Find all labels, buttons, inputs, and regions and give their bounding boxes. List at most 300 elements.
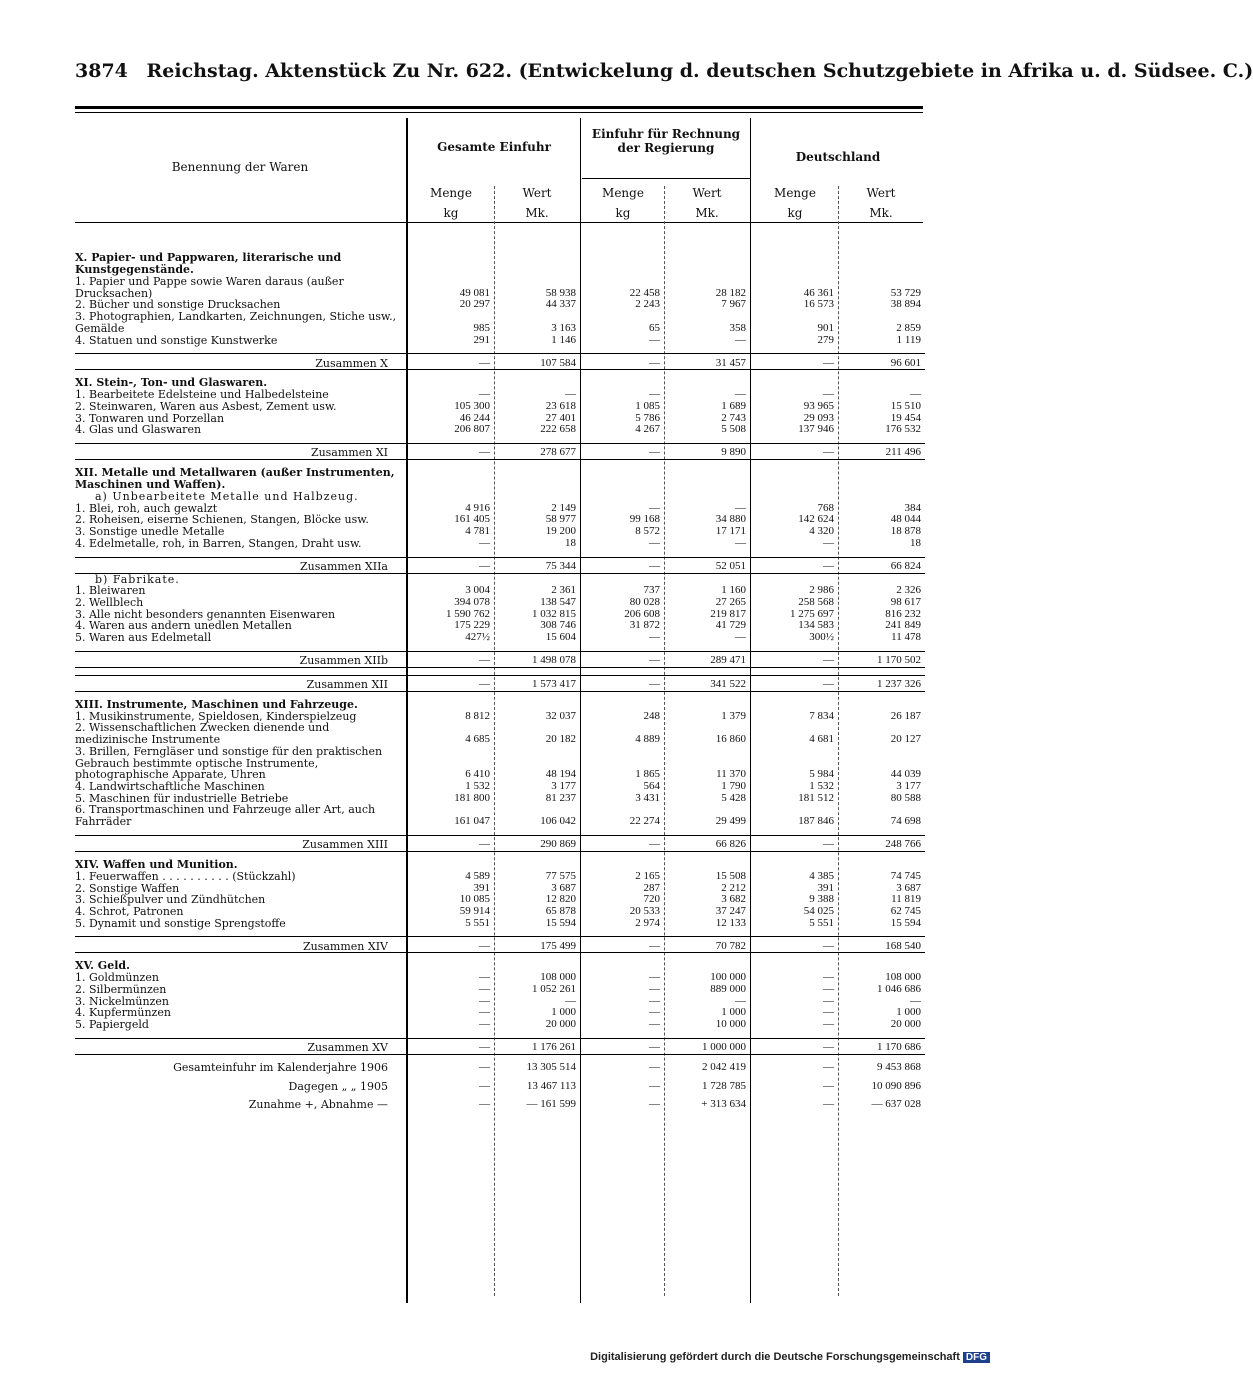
cell-value: — bbox=[479, 1079, 490, 1092]
spacer-row bbox=[75, 929, 925, 937]
cell-value: 3 004 bbox=[465, 584, 490, 597]
cell-value bbox=[406, 491, 494, 503]
table-row bbox=[75, 746, 925, 781]
row-label: 5. Maschinen für industrielle Betriebe bbox=[75, 791, 289, 805]
cell-value: 1 146 bbox=[551, 333, 576, 346]
cell-value: 206 608 bbox=[624, 607, 660, 620]
row-label: 4. Landwirtschaftliche Maschinen bbox=[75, 779, 265, 793]
dfg-logo: DFG bbox=[963, 1352, 990, 1363]
table-row bbox=[75, 401, 925, 413]
cell-value bbox=[580, 491, 664, 503]
cell-value: 52 051 bbox=[664, 557, 750, 573]
spacer-row bbox=[75, 667, 925, 675]
table-row bbox=[75, 335, 925, 347]
cell-value bbox=[664, 252, 750, 276]
cell-value: 44 337 bbox=[545, 298, 576, 311]
cell-value: 108 000 bbox=[885, 971, 921, 984]
cell-value: — bbox=[823, 1018, 834, 1031]
cell-value: 65 bbox=[649, 321, 660, 334]
cell-value: 93 965 bbox=[803, 399, 834, 412]
cell-value: — bbox=[735, 536, 746, 549]
row-label: Zusammen XIIb bbox=[75, 651, 406, 667]
cell-value: 2 859 bbox=[896, 321, 921, 334]
col-wert-3: Wert bbox=[866, 186, 896, 200]
cell-value bbox=[664, 699, 750, 711]
cell-value: — bbox=[649, 1098, 660, 1111]
cell-value: 1 052 261 bbox=[532, 983, 576, 996]
col-group-regierung: Einfuhr für Rechnung der Regierung bbox=[591, 127, 741, 155]
cell-value: 20 000 bbox=[545, 1018, 576, 1031]
row-label: XV. Geld. bbox=[75, 959, 130, 973]
cell-value bbox=[406, 859, 494, 871]
cell-value: + 313 634 bbox=[701, 1098, 746, 1111]
cell-value: — bbox=[649, 536, 660, 549]
cell-value: 105 300 bbox=[454, 399, 490, 412]
footer-text: Digitalisierung gefördert durch die Deutsche Forschungsgemeinschaft bbox=[590, 1351, 960, 1363]
cell-value: 5 786 bbox=[635, 411, 660, 424]
cell-value: 206 807 bbox=[454, 423, 490, 436]
row-label: 1. Bleiwaren bbox=[75, 584, 146, 598]
cell-value: — bbox=[406, 557, 494, 573]
cell-value: 4 781 bbox=[465, 525, 490, 538]
cell-value: 1 170 502 bbox=[838, 651, 925, 667]
row-label: 2. Bücher und sonstige Drucksachen bbox=[75, 298, 281, 312]
cell-value: 7 834 bbox=[809, 709, 834, 722]
row-label: 1. Goldmünzen bbox=[75, 971, 159, 985]
cell-value: 1 170 686 bbox=[838, 1038, 925, 1054]
cell-value: 1 790 bbox=[721, 779, 746, 792]
row-label: 2. Wellblech bbox=[75, 595, 144, 609]
cell-value: — bbox=[649, 1006, 660, 1019]
col-wert-2: Wert bbox=[692, 186, 722, 200]
cell-value bbox=[494, 252, 580, 276]
cell-value: 66 824 bbox=[838, 557, 925, 573]
cell-value: 7 967 bbox=[721, 298, 746, 311]
cell-value: 358 bbox=[729, 321, 746, 334]
cell-value: 3 177 bbox=[896, 779, 921, 792]
cell-value bbox=[494, 467, 580, 491]
grand-total-row bbox=[75, 1099, 925, 1111]
cell-value: — bbox=[750, 937, 838, 953]
subtotal-row bbox=[75, 557, 925, 573]
cell-value: 300½ bbox=[809, 631, 834, 644]
row-label: 2. Silbermünzen bbox=[75, 983, 167, 997]
cell-value: — bbox=[580, 651, 664, 667]
col-menge-1: Menge bbox=[430, 186, 472, 200]
row-label: X. Papier- und Pappwaren, literarische und Kunstgegenstände. bbox=[75, 251, 342, 276]
cell-value: — bbox=[580, 354, 664, 370]
table-row bbox=[75, 1007, 925, 1019]
cell-value: 81 237 bbox=[545, 791, 576, 804]
cell-value: 99 168 bbox=[629, 513, 660, 526]
subtotal-row bbox=[75, 651, 925, 667]
cell-value: 737 bbox=[643, 584, 660, 597]
row-label: 1. Feuerwaffen . . . . . . . . . . (Stückzahl) bbox=[75, 869, 296, 883]
cell-value: 391 bbox=[473, 881, 490, 894]
cell-value: 985 bbox=[473, 321, 490, 334]
row-label: 5. Waren aus Edelmetall bbox=[75, 631, 212, 645]
cell-value bbox=[750, 467, 838, 491]
cell-value: 48 044 bbox=[890, 513, 921, 526]
cell-value: 11 478 bbox=[891, 631, 921, 644]
cell-value: — bbox=[565, 388, 576, 401]
cell-value: — bbox=[580, 557, 664, 573]
row-label: 4. Kupfermünzen bbox=[75, 1006, 171, 1020]
cell-value: 46 244 bbox=[459, 411, 490, 424]
cell-value: 1 728 785 bbox=[702, 1079, 746, 1092]
cell-value: 289 471 bbox=[664, 651, 750, 667]
spacer-row bbox=[75, 346, 925, 354]
cell-value: 107 584 bbox=[494, 354, 580, 370]
cell-value: 308 746 bbox=[540, 619, 576, 632]
cell-value: 31 457 bbox=[664, 354, 750, 370]
subtotal-row bbox=[75, 1038, 925, 1054]
cell-value: 58 938 bbox=[545, 286, 576, 299]
cell-value: 4 589 bbox=[465, 869, 490, 882]
cell-value: 46 361 bbox=[803, 286, 834, 299]
cell-value: 176 532 bbox=[885, 423, 921, 436]
cell-value bbox=[406, 252, 494, 276]
cell-value: 3 177 bbox=[551, 779, 576, 792]
cell-value: — bbox=[823, 994, 834, 1007]
cell-value: 16 860 bbox=[715, 733, 746, 746]
cell-value: 1 119 bbox=[896, 333, 921, 346]
subtotal-row bbox=[75, 675, 925, 691]
row-label: 3. Brillen, Ferngläser und sonstige für den praktischen Gebrauch bestimmte optische Instrumente, photographische Apparate, Uhren bbox=[75, 744, 383, 782]
row-label: XII. Metalle und Metallwaren (außer Instrumenten, Maschinen und Waffen). bbox=[75, 466, 395, 492]
cell-value: 15 594 bbox=[545, 916, 576, 929]
cell-value: 66 826 bbox=[664, 835, 750, 851]
row-label: Zusammen XIIa bbox=[75, 557, 406, 573]
cell-value: 278 677 bbox=[494, 444, 580, 460]
row-label: 3. Alle nicht besonders genannten Eisenwaren bbox=[75, 607, 336, 621]
table-row bbox=[75, 906, 925, 918]
row-label: 2. Wissenschaftlichen Zwecken dienende und medizinische Instrumente bbox=[75, 721, 330, 747]
cell-value bbox=[750, 699, 838, 711]
spacer-row bbox=[75, 828, 925, 836]
cell-value: 2 165 bbox=[635, 869, 660, 882]
cell-value: — bbox=[649, 333, 660, 346]
section-heading-row bbox=[75, 467, 925, 491]
spacer-row bbox=[75, 1074, 925, 1081]
row-label: 5. Papiergeld bbox=[75, 1018, 149, 1032]
cell-value: 5 551 bbox=[809, 916, 834, 929]
cell-value: 137 946 bbox=[798, 423, 834, 436]
cell-value: 384 bbox=[904, 501, 921, 514]
section-heading-row bbox=[75, 859, 925, 871]
cell-value: 1 498 078 bbox=[494, 651, 580, 667]
cell-value: — bbox=[649, 388, 660, 401]
cell-value: 4 889 bbox=[635, 733, 660, 746]
cell-value: 1 000 000 bbox=[664, 1038, 750, 1054]
cell-value: 391 bbox=[817, 881, 834, 894]
cell-value: — bbox=[406, 651, 494, 667]
row-label: XIV. Waffen und Munition. bbox=[75, 857, 238, 871]
cell-value bbox=[750, 491, 838, 503]
cell-value: 248 bbox=[643, 709, 660, 722]
cell-value: 22 458 bbox=[629, 286, 660, 299]
cell-value: 3 163 bbox=[551, 321, 576, 334]
cell-value: — bbox=[406, 444, 494, 460]
cell-value: 564 bbox=[643, 779, 660, 792]
row-label: 1. Papier und Pappe sowie Waren daraus (außer Drucksachen) bbox=[75, 275, 344, 300]
cell-value: 134 583 bbox=[798, 619, 834, 632]
cell-value: 1 176 261 bbox=[494, 1038, 580, 1054]
cell-value: 211 496 bbox=[838, 444, 925, 460]
table-row bbox=[75, 276, 925, 299]
cell-value bbox=[406, 467, 494, 491]
spacer-row bbox=[75, 953, 925, 961]
cell-value: 11 819 bbox=[891, 893, 921, 906]
cell-value: — bbox=[823, 1098, 834, 1111]
row-label: 1. Bearbeitete Edelsteine und Halbedelsteine bbox=[75, 388, 329, 402]
cell-value: 720 bbox=[643, 893, 660, 906]
cell-value: 8 812 bbox=[465, 709, 490, 722]
cell-value: 168 540 bbox=[838, 937, 925, 953]
cell-value: 100 000 bbox=[710, 971, 746, 984]
cell-value: 4 916 bbox=[465, 501, 490, 514]
cell-value: — bbox=[735, 333, 746, 346]
cell-value: — bbox=[479, 1060, 490, 1073]
table-row bbox=[75, 1019, 925, 1031]
cell-value: 1 532 bbox=[465, 779, 490, 792]
cell-value: 62 745 bbox=[890, 904, 921, 917]
cell-value: 222 658 bbox=[540, 423, 576, 436]
cell-value: 15 510 bbox=[890, 399, 921, 412]
cell-value: 11 370 bbox=[716, 768, 746, 781]
cell-value: 54 025 bbox=[803, 904, 834, 917]
cell-value: 12 133 bbox=[715, 916, 746, 929]
column-header-rule bbox=[75, 222, 923, 223]
row-label: Zusammen XV bbox=[75, 1038, 406, 1054]
row-label: 6. Transportmaschinen und Fahrzeuge aller Art, auch Fahrräder bbox=[75, 803, 376, 829]
cell-value: 28 182 bbox=[715, 286, 746, 299]
unit-mk-2: Mk. bbox=[695, 206, 719, 220]
cell-value: 279 bbox=[817, 333, 834, 346]
row-label: 3. Sonstige unedle Metalle bbox=[75, 525, 225, 539]
section-heading-row bbox=[75, 960, 925, 972]
cell-value bbox=[838, 252, 925, 276]
cell-value: 142 624 bbox=[798, 513, 834, 526]
cell-value: 19 454 bbox=[890, 411, 921, 424]
cell-value: 41 729 bbox=[715, 619, 746, 632]
cell-value: 5 508 bbox=[721, 423, 746, 436]
table-row bbox=[75, 424, 925, 436]
table-row bbox=[75, 781, 925, 793]
row-label: a) Unbearbeitete Metalle und Halbzeug. bbox=[95, 490, 359, 504]
cell-value: — bbox=[735, 501, 746, 514]
cell-value: 3 431 bbox=[635, 791, 660, 804]
row-label: 4. Edelmetalle, roh, in Barren, Stangen, Draht usw. bbox=[75, 536, 362, 550]
cell-value: 258 568 bbox=[798, 595, 834, 608]
cell-value: 2 212 bbox=[721, 881, 746, 894]
cell-value: 175 229 bbox=[454, 619, 490, 632]
spacer-row bbox=[75, 550, 925, 558]
cell-value: 74 745 bbox=[890, 869, 921, 882]
cell-value: 889 000 bbox=[710, 983, 746, 996]
cell-value: 75 344 bbox=[494, 557, 580, 573]
cell-value: 32 037 bbox=[545, 709, 576, 722]
row-label: 4. Schrot, Patronen bbox=[75, 904, 184, 918]
cell-value: — bbox=[406, 937, 494, 953]
cell-value: 108 000 bbox=[540, 971, 576, 984]
cell-value: 12 820 bbox=[545, 893, 576, 906]
row-label: 3. Schießpulver und Zündhütchen bbox=[75, 893, 266, 907]
row-label: 2. Sonstige Waffen bbox=[75, 881, 180, 895]
cell-value: 219 817 bbox=[710, 607, 746, 620]
row-label: Dagegen „ „ 1905 bbox=[288, 1079, 388, 1093]
cell-value: 44 039 bbox=[890, 768, 921, 781]
cell-value bbox=[750, 859, 838, 871]
cell-value: 4 685 bbox=[465, 733, 490, 746]
cell-value: 58 977 bbox=[545, 513, 576, 526]
cell-value: 2 743 bbox=[721, 411, 746, 424]
table-row bbox=[75, 804, 925, 827]
table-row bbox=[75, 984, 925, 996]
cell-value bbox=[494, 491, 580, 503]
cell-value: — bbox=[735, 388, 746, 401]
cell-value: — bbox=[823, 971, 834, 984]
table-row bbox=[75, 972, 925, 984]
import-table bbox=[75, 245, 925, 1111]
cell-value: 22 274 bbox=[629, 815, 660, 828]
cell-value: 9 453 868 bbox=[877, 1060, 921, 1073]
cell-value: 49 081 bbox=[459, 286, 490, 299]
cell-value: — bbox=[750, 444, 838, 460]
cell-value: 1 237 326 bbox=[838, 675, 925, 691]
cell-value: — bbox=[823, 983, 834, 996]
cell-value: — 637 028 bbox=[871, 1098, 921, 1111]
table-row bbox=[75, 996, 925, 1008]
cell-value: 161 405 bbox=[454, 513, 490, 526]
cell-value: 18 878 bbox=[890, 525, 921, 538]
cell-value: — bbox=[735, 631, 746, 644]
cell-value: 53 729 bbox=[890, 286, 921, 299]
cell-value: — bbox=[479, 983, 490, 996]
unit-mk-3: Mk. bbox=[869, 206, 893, 220]
cell-value: 29 499 bbox=[715, 815, 746, 828]
cell-value bbox=[580, 252, 664, 276]
row-label: Zunahme +, Abnahme — bbox=[248, 1098, 388, 1112]
cell-value bbox=[664, 859, 750, 871]
cell-value bbox=[838, 491, 925, 503]
cell-value: 10 085 bbox=[459, 893, 490, 906]
cell-value bbox=[838, 467, 925, 491]
cell-value: — bbox=[406, 835, 494, 851]
spacer-row bbox=[75, 436, 925, 444]
cell-value bbox=[494, 699, 580, 711]
row-label: b) Fabrikate. bbox=[95, 572, 180, 586]
cell-value: 1 689 bbox=[721, 399, 746, 412]
table-row bbox=[75, 538, 925, 550]
unit-kg-3: kg bbox=[787, 206, 803, 220]
cell-value: 1 046 686 bbox=[877, 983, 921, 996]
cell-value: — bbox=[406, 675, 494, 691]
cell-value: 23 618 bbox=[545, 399, 576, 412]
cell-value: 26 187 bbox=[890, 709, 921, 722]
header-rule-thin bbox=[75, 112, 923, 113]
cell-value: — bbox=[406, 354, 494, 370]
cell-value: 15 508 bbox=[715, 869, 746, 882]
cell-value: 29 093 bbox=[803, 411, 834, 424]
cell-value: 20 127 bbox=[890, 733, 921, 746]
cell-value: 19 200 bbox=[545, 525, 576, 538]
cell-value: 3 682 bbox=[721, 893, 746, 906]
row-label: XIII. Instrumente, Maschinen und Fahrzeuge. bbox=[75, 697, 358, 711]
row-label: 4. Glas und Glaswaren bbox=[75, 423, 202, 437]
row-label: 5. Dynamit und sonstige Sprengstoffe bbox=[75, 916, 286, 930]
cell-value: — bbox=[649, 1079, 660, 1092]
cell-value: — bbox=[649, 1018, 660, 1031]
cell-value: — bbox=[750, 354, 838, 370]
cell-value: 37 247 bbox=[715, 904, 746, 917]
cell-value: — bbox=[479, 1006, 490, 1019]
cell-value: 1 573 417 bbox=[494, 675, 580, 691]
cell-value: — bbox=[750, 1038, 838, 1054]
cell-value: — bbox=[750, 557, 838, 573]
unit-kg-2: kg bbox=[615, 206, 631, 220]
cell-value: — bbox=[479, 1018, 490, 1031]
row-label: 2. Roheisen, eiserne Schienen, Stangen, Blöcke usw. bbox=[75, 513, 369, 527]
cell-value bbox=[664, 491, 750, 503]
col-menge-2: Menge bbox=[602, 186, 644, 200]
cell-value: 31 872 bbox=[629, 619, 660, 632]
cell-value: 38 894 bbox=[890, 298, 921, 311]
cell-value: 181 800 bbox=[454, 791, 490, 804]
cell-value: — bbox=[406, 1038, 494, 1054]
cell-value: 1 275 697 bbox=[790, 607, 834, 620]
table-body bbox=[75, 245, 925, 1111]
spacer-row bbox=[75, 1031, 925, 1039]
header-rule bbox=[75, 106, 923, 109]
table-row bbox=[75, 311, 925, 334]
cell-value: 290 869 bbox=[494, 835, 580, 851]
cell-value: 1 590 762 bbox=[446, 607, 490, 620]
row-label: Zusammen XIV bbox=[75, 937, 406, 953]
cell-value bbox=[838, 699, 925, 711]
row-label: 2. Steinwaren, Waren aus Asbest, Zement usw. bbox=[75, 399, 337, 413]
cell-value: 13 305 514 bbox=[526, 1060, 576, 1073]
cell-value: 2 326 bbox=[896, 584, 921, 597]
spacer-row bbox=[75, 644, 925, 652]
cell-value: 1 865 bbox=[635, 768, 660, 781]
cell-value: — bbox=[565, 994, 576, 1007]
cell-value: — bbox=[750, 675, 838, 691]
cell-value: 394 078 bbox=[454, 595, 490, 608]
cell-value: 106 042 bbox=[540, 815, 576, 828]
row-label: Zusammen X bbox=[75, 354, 406, 370]
row-label: 4. Waren aus andern unedlen Metallen bbox=[75, 619, 292, 633]
cell-value: — bbox=[735, 994, 746, 1007]
grand-total-row bbox=[75, 1081, 925, 1093]
cell-value bbox=[580, 699, 664, 711]
subtotal-row bbox=[75, 444, 925, 460]
cell-value: 2 042 419 bbox=[702, 1060, 746, 1073]
table-row bbox=[75, 632, 925, 644]
cell-value: 17 171 bbox=[715, 525, 746, 538]
cell-value: 4 267 bbox=[635, 423, 660, 436]
cell-value: 248 766 bbox=[838, 835, 925, 851]
cell-value bbox=[580, 859, 664, 871]
cell-value: 816 232 bbox=[885, 607, 921, 620]
cell-value: 15 594 bbox=[890, 916, 921, 929]
cell-value bbox=[580, 467, 664, 491]
cell-value: — bbox=[649, 971, 660, 984]
row-label: 1. Blei, roh, auch gewalzt bbox=[75, 501, 218, 515]
cell-value: 59 914 bbox=[459, 904, 490, 917]
cell-value: — bbox=[750, 835, 838, 851]
cell-value: — bbox=[479, 1098, 490, 1111]
